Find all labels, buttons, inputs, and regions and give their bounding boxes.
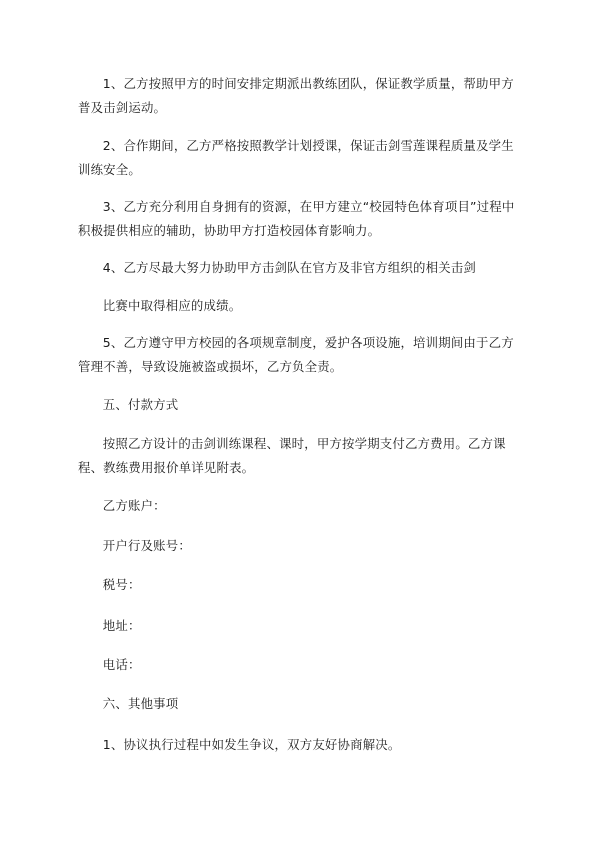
- account-label: 乙方账户：: [102, 498, 166, 513]
- address-label: 地址：: [102, 618, 141, 633]
- payment-terms: 按照乙方设计的击剑训练课程、课时，甲方按学期支付乙方费用。乙方课程、教练费用报价单详见附表。: [78, 436, 506, 475]
- clause-4-competition-support: 4、乙方尽最大努力协助甲方击剑队在官方及非官方组织的相关击剑: [102, 260, 477, 275]
- phone-label: 电话：: [102, 657, 141, 672]
- clause-1-coach-dispatch: 1、乙方按照甲方的时间安排定期派出教练团队，保证教学质量，帮助甲方普及击剑运动。: [78, 76, 514, 115]
- clause-2-teaching-plan: 2、合作期间，乙方严格按照教学计划授课，保证击剑雪莲课程质量及学生训练安全。: [78, 138, 514, 177]
- bank-account-label: 开户行及账号：: [102, 538, 191, 553]
- tax-number-label: 税号：: [102, 577, 141, 592]
- clause-3-resources: 3、乙方充分利用自身拥有的资源，在甲方建立“校园特色体育项目”过程中积极提供相应的辅助，协助甲方打造校园体育影响力。: [78, 199, 515, 238]
- clause-5-regulations: 5、乙方遵守甲方校园的各项规章制度，爱护各项设施，培训期间由于乙方管理不善，导致设施被盗或损坏，乙方负全责。: [78, 335, 514, 374]
- clause-4-continuation: 比赛中取得相应的成绩。: [102, 298, 242, 313]
- section-heading-payment: 五、付款方式: [102, 397, 179, 412]
- other-clause-1-dispute: 1、协议执行过程中如发生争议，双方友好协商解决。: [102, 737, 401, 752]
- section-heading-other: 六、其他事项: [102, 696, 179, 711]
